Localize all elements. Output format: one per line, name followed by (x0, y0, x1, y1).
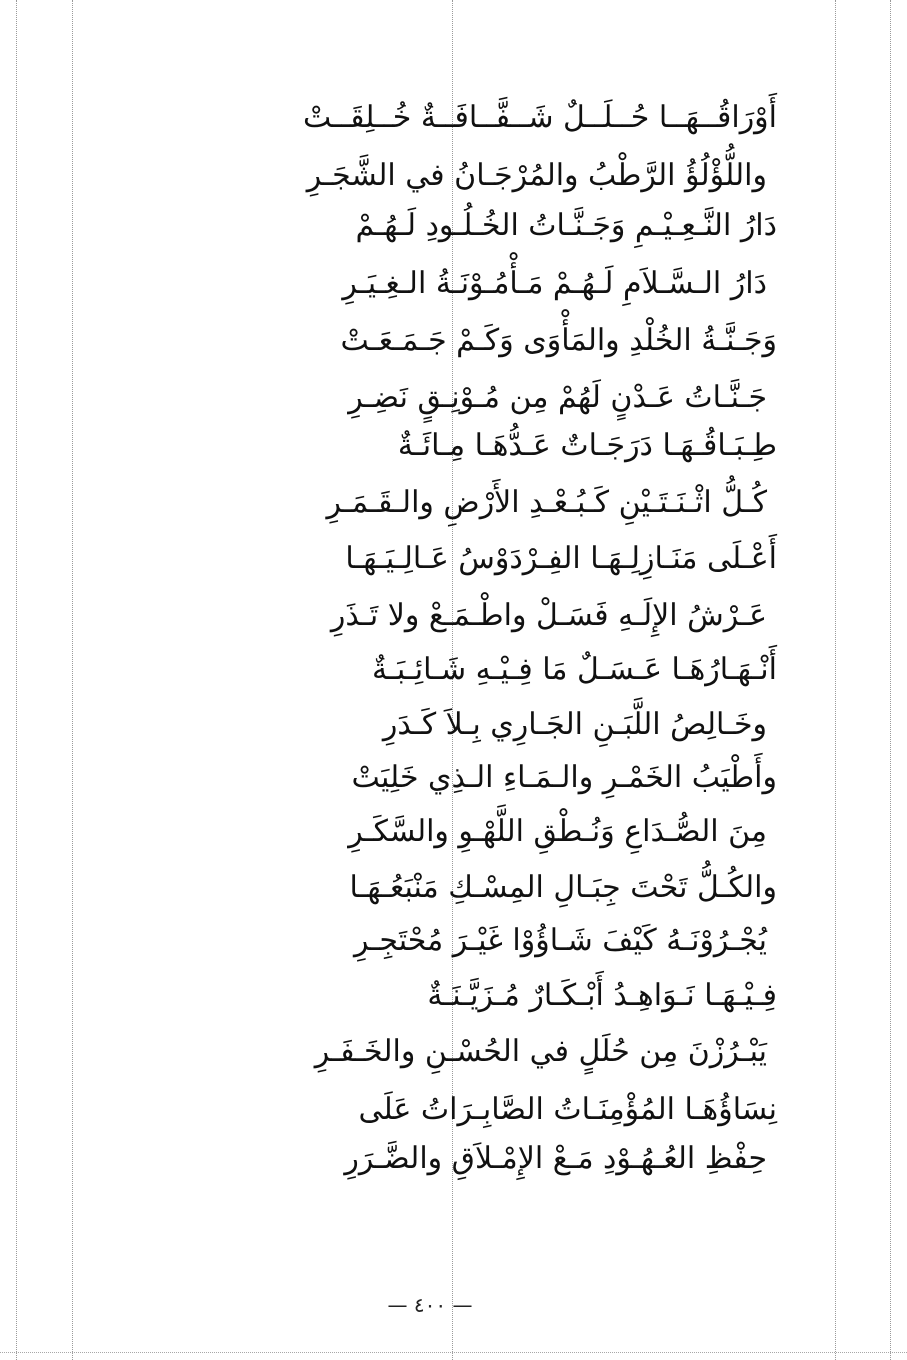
verse-line: عَـرْشُ الإِلَـهِ فَسَـلْ واطْـمَـعْ ولا تَـذَرِ (330, 598, 767, 633)
verse-line: يُجْـرُوْنَـهُ كَيْفَ شَـاؤُوْا غَيْـرَ مُحْتَجِـرِ (354, 923, 767, 958)
verse-line: وَجَـنَّـةُ الخُلْدِ والمَأْوَى وَكَـمْ جَـمَـعَـتْ (340, 323, 777, 358)
page-number: — ٤٠٠ — (387, 1293, 473, 1317)
verse-line: دَارُ النَّـعِـيْـمِ وَجَـنَّـاتُ الخُـلُـودِ لَـهُـمْ (355, 208, 777, 243)
verse-line: أَعْـلَى مَنَـازِلِـهَـا الفِـرْدَوْسُ عَـالِـيَـهَـا (345, 541, 777, 576)
verse-line: أَوْرَاقُــهَــا حُــلَــلٌ شَــفَّــافَــةٌ خُــلِقَــتْ (303, 100, 777, 135)
verse-line: وأَطْيَبُ الخَمْـرِ والـمَـاءِ الـذِي خَلِيَتْ (351, 760, 777, 795)
verse-line: كُـلُّ اثْـنَـتَـيْنِ كَـبُـعْـدِ الأَرْضِ والـقَـمَـرِ (326, 485, 767, 520)
verse-line: وخَـالِصُ اللَّبَـنِ الجَـارِي بِـلاَ كَـدَرِ (382, 707, 767, 742)
verse-line: فِـيْـهَـا نَـوَاهِـدُ أَبْـكَـارٌ مُـزَيَّـنَـةٌ (427, 978, 777, 1013)
verse-line: واللُّؤْلُؤُ الرَّطْبُ والمُرْجَـانُ في الشَّجَـرِ (306, 158, 767, 193)
verse-line: يَبْـرُزْنَ مِن حُلَلٍ في الحُسْـنِ والخَـفَـرِ (314, 1034, 767, 1069)
verse-line: نِسَاؤُهَـا المُؤْمِنَـاتُ الصَّابِـرَاتُ عَلَى (358, 1092, 777, 1127)
scan-guide-line (16, 0, 17, 1360)
verse-line: جَـنَّـاتُ عَـدْنٍ لَهُمْ مِن مُـوْنِـقٍ نَضِـرِ (348, 380, 767, 415)
scan-guide-line (890, 0, 891, 1360)
verse-line: طِـبَـاقُـهَـا دَرَجَـاتٌ عَـدُّهَـا مِـائَـةٌ (397, 428, 777, 463)
verse-line: والكُـلُّ تَحْتَ جِبَـالِ المِسْـكِ مَنْبَعُـهَـا (349, 870, 777, 905)
scan-guide-line (0, 1352, 907, 1353)
verse-line: دَارُ الـسَّـلاَمِ لَـهُـمْ مَـأْمُـوْنَـةُ الـغِـيَـرِ (342, 266, 767, 301)
scan-guide-line (835, 0, 836, 1360)
verse-line: حِفْظِ العُـهُـوْدِ مَـعْ الإِمْـلاَقِ والضَّـرَرِ (344, 1141, 767, 1176)
verse-line: أَنْـهَـارُهَـا عَـسَـلٌ مَا فِـيْـهِ شَـائِـبَـةٌ (372, 652, 777, 687)
verse-line: مِنَ الصُّـدَاعِ وَنُـطْقِ اللَّهْـوِ والسَّكَـرِ (348, 814, 767, 849)
